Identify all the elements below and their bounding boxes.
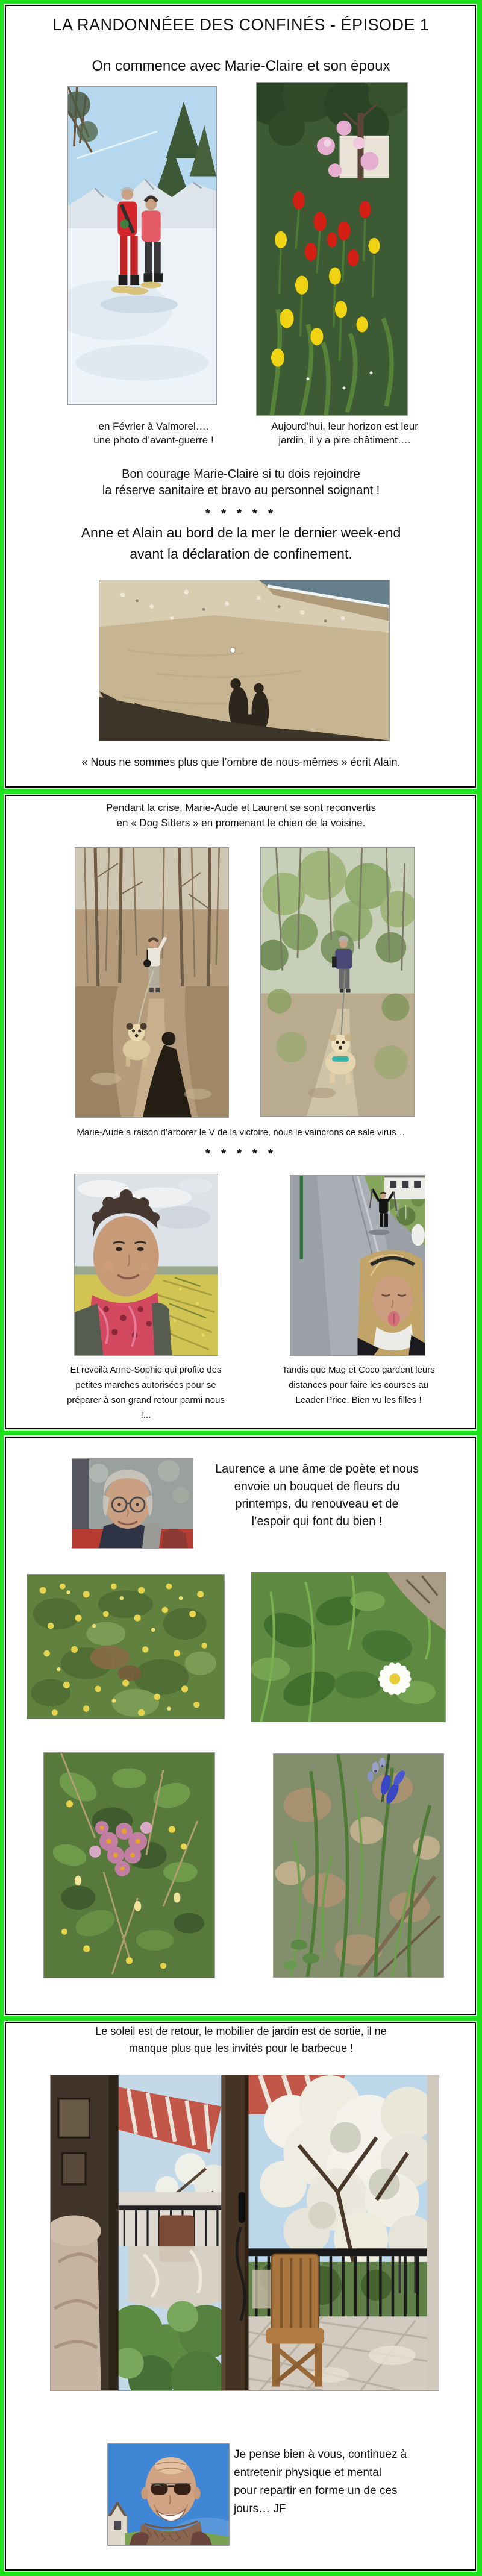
photo-mag-coco (290, 1175, 425, 1356)
caption-magcoco-line2: distances pour faire les courses au (289, 1380, 428, 1390)
laurence-text-line3: printemps, du renouveau et de (235, 1497, 399, 1511)
caption-annesophie-line3: préparer à son grand retour parmi nous !... (67, 1395, 225, 1420)
laurence-text-line1: Laurence a une âme de poète et nous (214, 1462, 419, 1476)
jf-message-line3: pour repartir en forme un de ces (234, 2484, 398, 2497)
page-title: LA RANDONNÉEE DES CONFINÉS - ÉPISODE 1 (52, 16, 430, 34)
jf-message-line4: jours… JF (234, 2502, 286, 2515)
jf-message-line1: Je pense bien à vous, continuez à (234, 2448, 407, 2461)
beach-intro-line2: avant la déclaration de confinement. (130, 546, 352, 562)
section4-intro-line1: Le soleil est de retour, le mobilier de jardin est de sortie, il ne (95, 2025, 387, 2037)
photo-flowers-white-anemone (251, 1572, 446, 1722)
photo-jf-selfie (107, 2443, 230, 2546)
caption-valmorel (67, 419, 240, 447)
laurence-text (199, 1461, 434, 1531)
separator-stars-1: * * * * * (205, 507, 277, 521)
caption-magcoco-line1: Tandis que Mag et Coco gardent leurs (282, 1365, 435, 1375)
photo-flowers-bluebell (273, 1753, 444, 1978)
caption-magcoco (274, 1362, 443, 1408)
caption-valmorel-line2: une photo d’avant-guerre ! (93, 434, 214, 446)
caption-annesophie-line1: Et revoilà Anne-Sophie qui profite des (70, 1365, 222, 1375)
caption-annesophie (61, 1362, 230, 1423)
photo-laurence-portrait (72, 1458, 193, 1549)
encouragement-line1: Bon courage Marie-Claire si tu dois rejoindre (122, 468, 360, 481)
beach-intro-line1: Anne et Alain au bord de la mer le dernier week-end (81, 525, 401, 541)
section4-intro-line2: manque plus que les invités pour le barbecue ! (128, 2042, 354, 2054)
photo-annesophie-selfie (74, 1174, 218, 1356)
section2-intro-line1: Pendant la crise, Marie-Aude et Laurent se sont reconvertis (106, 802, 376, 813)
section1-subtitle: On commence avec Marie-Claire et son époux (92, 58, 390, 74)
caption-tulips-line1: Aujourd’hui, leur horizon est leur (271, 421, 418, 432)
caption-valmorel-line1: en Février à Valmorel…. (98, 421, 209, 432)
photo-dogwalk-marieaude (75, 847, 229, 1118)
photo-flowers-cowslip-meadow (27, 1574, 225, 1719)
photo-beach-shadows (99, 580, 390, 741)
section2-intro-line2: en « Dog Sitters » en promenant le chien de la voisine. (116, 817, 366, 829)
photo-dogwalk-laurent (260, 847, 415, 1117)
photo-flowers-primroses (43, 1752, 215, 1978)
jf-message (234, 2446, 441, 2518)
caption-annesophie-line2: petites marches autorisées pour se (75, 1380, 216, 1390)
photo-balcony-garden (50, 2075, 439, 2391)
jf-message-line2: entretenir physique et mental (234, 2466, 382, 2479)
laurence-text-line2: envoie un bouquet de fleurs du (234, 1480, 400, 1493)
photo-tulip-garden (256, 82, 408, 416)
separator-stars-2: * * * * * (205, 1147, 277, 1161)
victory-caption: Marie-Aude a raison d’arborer le V de la victoire, nous le vaincrons ce sale virus… (77, 1127, 405, 1138)
photo-valmorel-snowshoes (67, 86, 217, 405)
caption-tulips-line2: jardin, il y a pire châtiment…. (278, 434, 411, 446)
caption-tulips (255, 419, 434, 447)
laurence-text-line4: l’espoir qui font du bien ! (251, 1515, 383, 1528)
encouragement-line2: la réserve sanitaire et bravo au personnel soignant ! (102, 484, 380, 497)
beach-caption: « Nous ne sommes plus que l’ombre de nous-mêmes » écrit Alain. (81, 756, 401, 768)
caption-magcoco-line3: Leader Price. Bien vu les filles ! (295, 1395, 422, 1405)
